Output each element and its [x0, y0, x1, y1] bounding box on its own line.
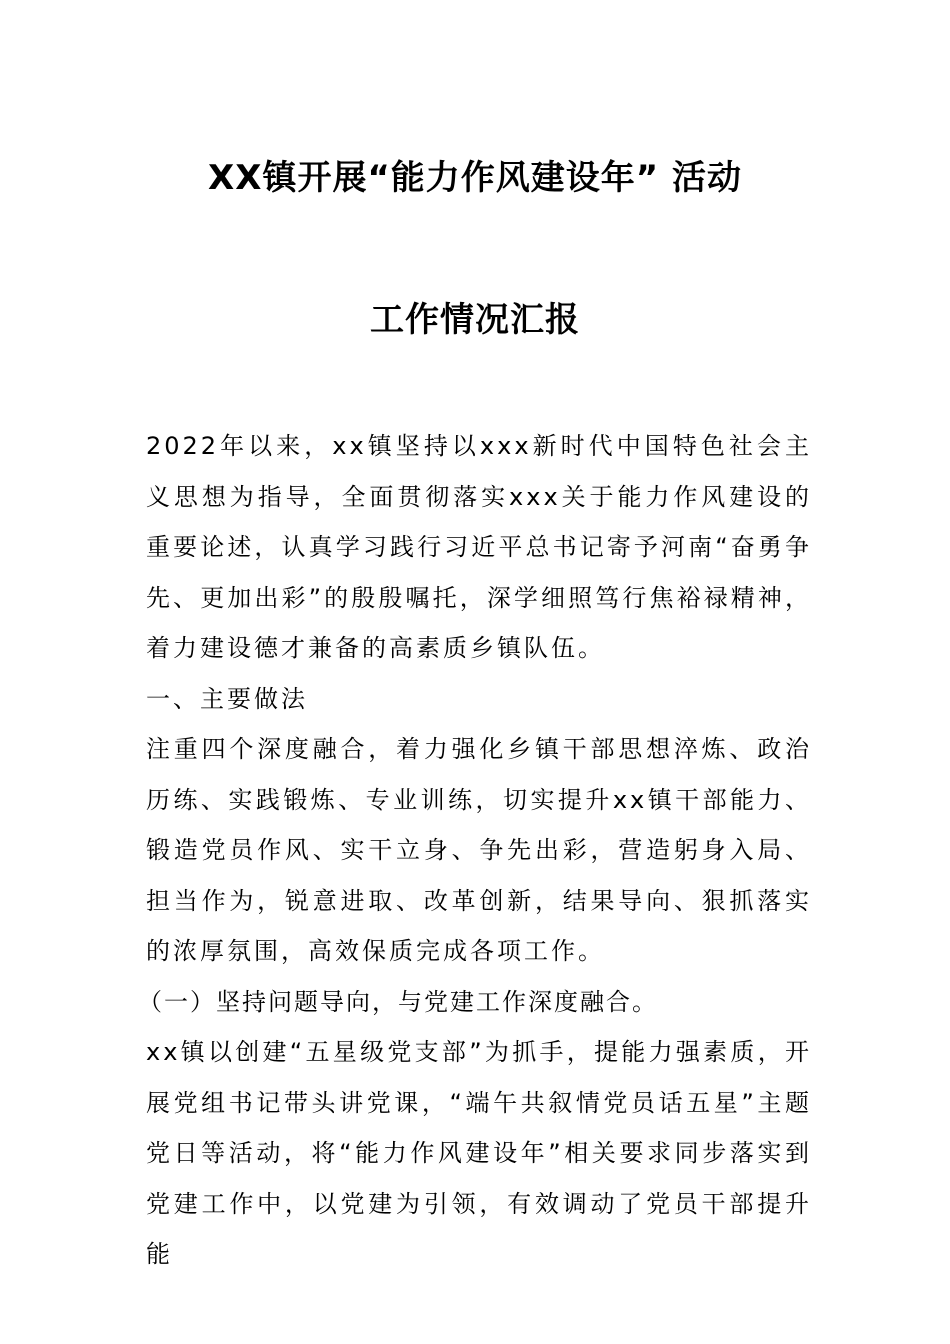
- intro-paragraph: 2022年以来，xx镇坚持以xxx新时代中国特色社会主义思想为指导，全面贯彻落实xxx关于能力作风建设的重要论述，认真学习践行习近平总书记寄予河南“奋勇争先、更加出彩”的殷殷嘱托，深学细照笃行焦裕禄精神，着力建设德才兼备的高素质乡镇队伍。: [146, 432, 812, 662]
- section-heading-main-practices: 一、主要做法: [146, 684, 308, 713]
- party-building-paragraph: xx镇以创建“五星级党支部”为抓手，提能力强素质，开展党组书记带头讲党课，“端午共叙情党员话五星”主题党日等活动，将“能力作风建设年”相关要求同步落实到党建工作中，以党建为引领，有效调动了党员干部提升能: [146, 1038, 812, 1268]
- document-title-line-1: XX镇开展“能力作风建设年” 活动: [208, 158, 742, 198]
- document-title-line-2: 工作情况汇报: [370, 300, 580, 340]
- document-body: [138, 421, 812, 1280]
- practices-paragraph: 注重四个深度融合，着力强化乡镇干部思想淬炼、政治历练、实践锻炼、专业训练，切实提升xx镇干部能力、锻造党员作风、实干立身、争先出彩，营造躬身入局、担当作为，锐意进取、改革创新，结果导向、狠抓落实的浓厚氛围，高效保质完成各项工作。: [146, 735, 812, 965]
- subsection-heading-1: （一）坚持问题导向，与党建工作深度融合。: [138, 987, 658, 1016]
